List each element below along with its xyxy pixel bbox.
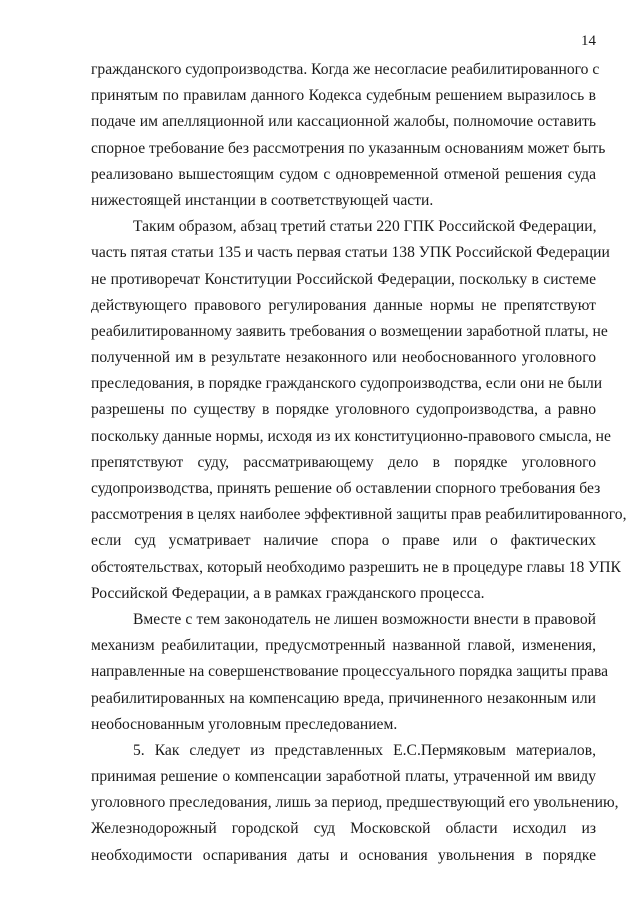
text-line: необходимости оспаривания даты и основания увольнения в порядке — [91, 846, 596, 864]
text-line: преследования, в порядке гражданского судопроизводства, если они не были — [91, 375, 603, 393]
text-line: спорное требование без рассмотрения по указанным основаниям может быть — [91, 139, 606, 157]
text-line: действующего правового регулирования данные нормы не препятствуют — [91, 296, 596, 314]
text-line: рассмотрения в целях наиболее эффективной защиты прав реабилитированного, — [91, 506, 627, 524]
text-line: препятствуют суду, рассматривающему дело в порядке уголовного — [91, 453, 596, 471]
text-line: часть пятая статьи 135 и часть первая статьи 138 УПК Российской Федерации — [91, 244, 610, 262]
text-line: направленные на совершенствование процессуального порядка защиты права — [91, 663, 609, 681]
text-line: обстоятельствах, который необходимо разрешить не в процедуре главы 18 УПК — [91, 558, 621, 576]
text-line: Российской Федерации, а в рамках гражданского процесса. — [91, 584, 485, 602]
text-line: уголовного преследования, лишь за период, предшествующий его увольнению, — [91, 794, 619, 812]
paragraph — [91, 214, 627, 607]
document-body — [91, 57, 627, 869]
text-line: 5. Как следует из представленных Е.С.Пермяковым материалов, — [133, 741, 596, 759]
text-line: необоснованным уголовным преследованием. — [91, 715, 398, 733]
text-line: реабилитированных на компенсацию вреда, причиненного незаконным или — [91, 689, 596, 707]
text-line: Вместе с тем законодатель не лишен возможности внести в правовой — [133, 610, 596, 628]
text-line: судопроизводства, принять решение об оставлении спорного требования без — [91, 480, 601, 497]
text-line: принятым по правилам данного Кодекса судебным решением выразилось в — [91, 87, 596, 105]
text-line: разрешены по существу в порядке уголовного судопроизводства, а равно — [91, 401, 596, 419]
text-line: не противоречат Конституции Российской Федерации, поскольку в системе — [91, 270, 596, 288]
text-line: нижестоящей инстанции в соответствующей части. — [91, 191, 434, 209]
paragraph — [91, 57, 606, 214]
text-line: Таким образом, абзац третий статьи 220 ГПК Российской Федерации, — [133, 218, 597, 236]
text-line: принимая решение о компенсации заработной платы, утраченной им ввиду — [91, 768, 596, 786]
text-line: поскольку данные нормы, исходя из их конституционно-правового смысла, не — [91, 427, 611, 445]
text-line: реализовано вышестоящим судом с одновременной отменой решения суда — [91, 165, 596, 183]
text-line: подаче им апелляционной или кассационной жалобы, полномочие оставить — [91, 113, 596, 131]
text-line: механизм реабилитации, предусмотренный названной главой, изменения, — [91, 637, 596, 655]
paragraph — [91, 738, 619, 869]
text-line: полученной им в результате незаконного или необоснованного уголовного — [91, 349, 596, 367]
text-line: если суд усматривает наличие спора о праве или о фактических — [91, 532, 596, 550]
text-line: Железнодорожный городской суд Московской области исходил из — [91, 820, 596, 838]
text-line: реабилитированному заявить требования о возмещении заработной платы, не — [91, 322, 608, 340]
paragraph — [91, 607, 609, 738]
text-line: гражданского судопроизводства. Когда же несогласие реабилитированного с — [91, 61, 600, 78]
page-number: 14 — [581, 33, 596, 49]
